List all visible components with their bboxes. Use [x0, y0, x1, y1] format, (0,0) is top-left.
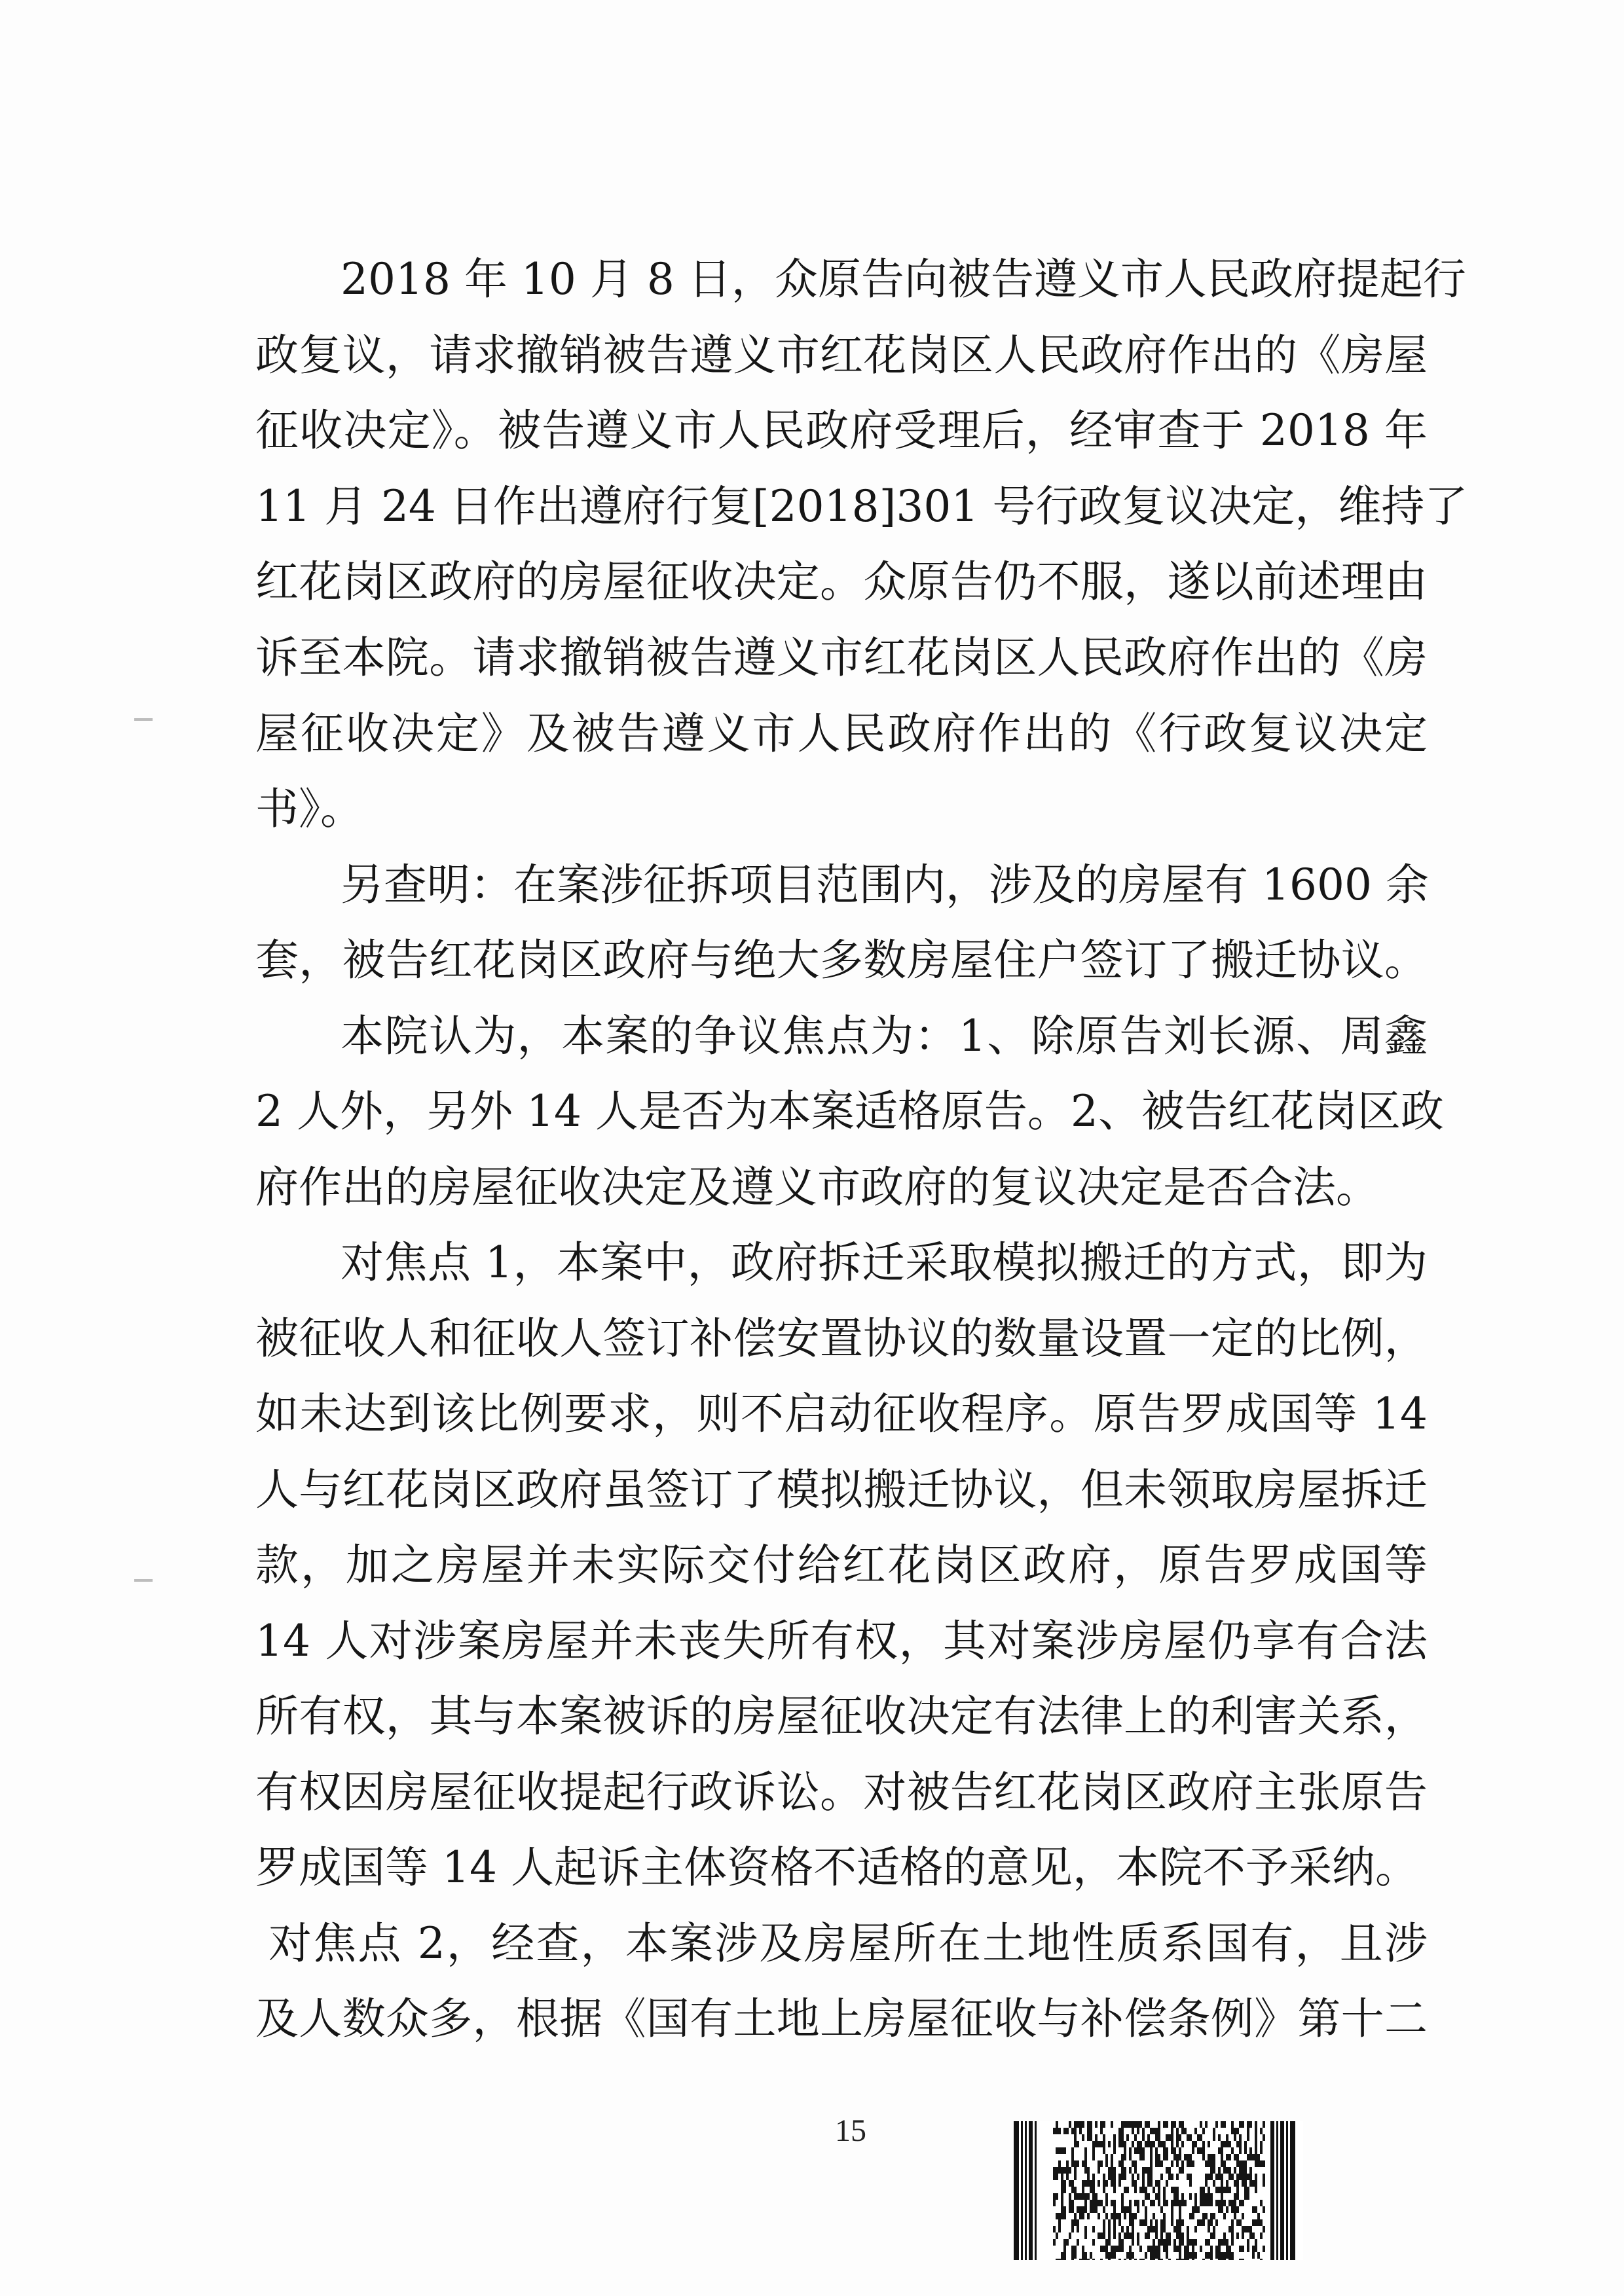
- text-line: 对焦点 1，本案中，政府拆迁采取模拟搬迁的方式，即为: [341, 1237, 1428, 1288]
- text-line: 府作出的房屋征收决定及遵义市政府的复议决定是否合法。: [255, 1162, 1379, 1212]
- text-line: 红花岗区政府的房屋征收决定。众原告仍不服，遂以前述理由: [255, 556, 1428, 607]
- text-line: 另查明：在案涉征拆项目范围内，涉及的房屋有 1600 余: [341, 860, 1429, 910]
- barcode-2d: [1014, 2121, 1303, 2260]
- text-line: 本院认为，本案的争议焦点为：1、除原告刘长源、周鑫: [341, 1011, 1428, 1061]
- text-line: 被征收人和征收人签订补偿安置协议的数量设置一定的比例，: [255, 1313, 1428, 1364]
- text-line: 诉至本院。请求撤销被告遵义市红花岗区人民政府作出的《房: [255, 632, 1428, 683]
- text-line: 罗成国等 14 人起诉主体资格不适格的意见，本院不予采纳。: [255, 1842, 1418, 1893]
- text-line: 14 人对涉案房屋并未丧失所有权，其对案涉房屋仍享有合法: [255, 1616, 1428, 1666]
- text-line: 书》。: [255, 784, 363, 834]
- text-line: 所有权，其与本案被诉的房屋征收决定有法律上的利害关系，: [255, 1691, 1428, 1741]
- text-line: 对焦点 2，经查，本案涉及房屋所在土地性质系国有，且涉: [268, 1918, 1428, 1969]
- page-number: 15: [835, 2113, 866, 2148]
- text-line: 款，加之房屋并未实际交付给红花岗区政府，原告罗成国等: [255, 1540, 1428, 1590]
- text-line: 2 人外，另外 14 人是否为本案适格原告。2、被告红花岗区政: [255, 1086, 1444, 1137]
- text-line: 及人数众多，根据《国有土地上房屋征收与补偿条例》第十二: [255, 1994, 1428, 2044]
- text-line: 有权因房屋征收提起行政诉讼。对被告红花岗区政府主张原告: [255, 1767, 1428, 1817]
- text-line: 人与红花岗区政府虽签订了模拟搬迁协议，但未领取房屋拆迁: [255, 1465, 1428, 1515]
- text-line: 11 月 24 日作出遵府行复[2018]301 号行政复议决定，维持了: [255, 481, 1468, 532]
- scan-mark: [134, 1579, 153, 1582]
- text-line: 屋征收决定》及被告遵义市人民政府作出的《行政复议决定: [255, 708, 1428, 759]
- text-line: 套，被告红花岗区政府与绝大多数房屋住户签订了搬迁协议。: [255, 935, 1428, 985]
- text-line: 如未达到该比例要求，则不启动征收程序。原告罗成国等 14: [255, 1389, 1428, 1439]
- text-line: 征收决定》。被告遵义市人民政府受理后，经审查于 2018 年: [255, 405, 1428, 456]
- text-line: 政复议，请求撤销被告遵义市红花岗区人民政府作出的《房屋: [255, 330, 1428, 380]
- text-line: 2018 年 10 月 8 日，众原告向被告遵义市人民政府提起行: [341, 254, 1466, 304]
- scan-mark: [134, 718, 153, 721]
